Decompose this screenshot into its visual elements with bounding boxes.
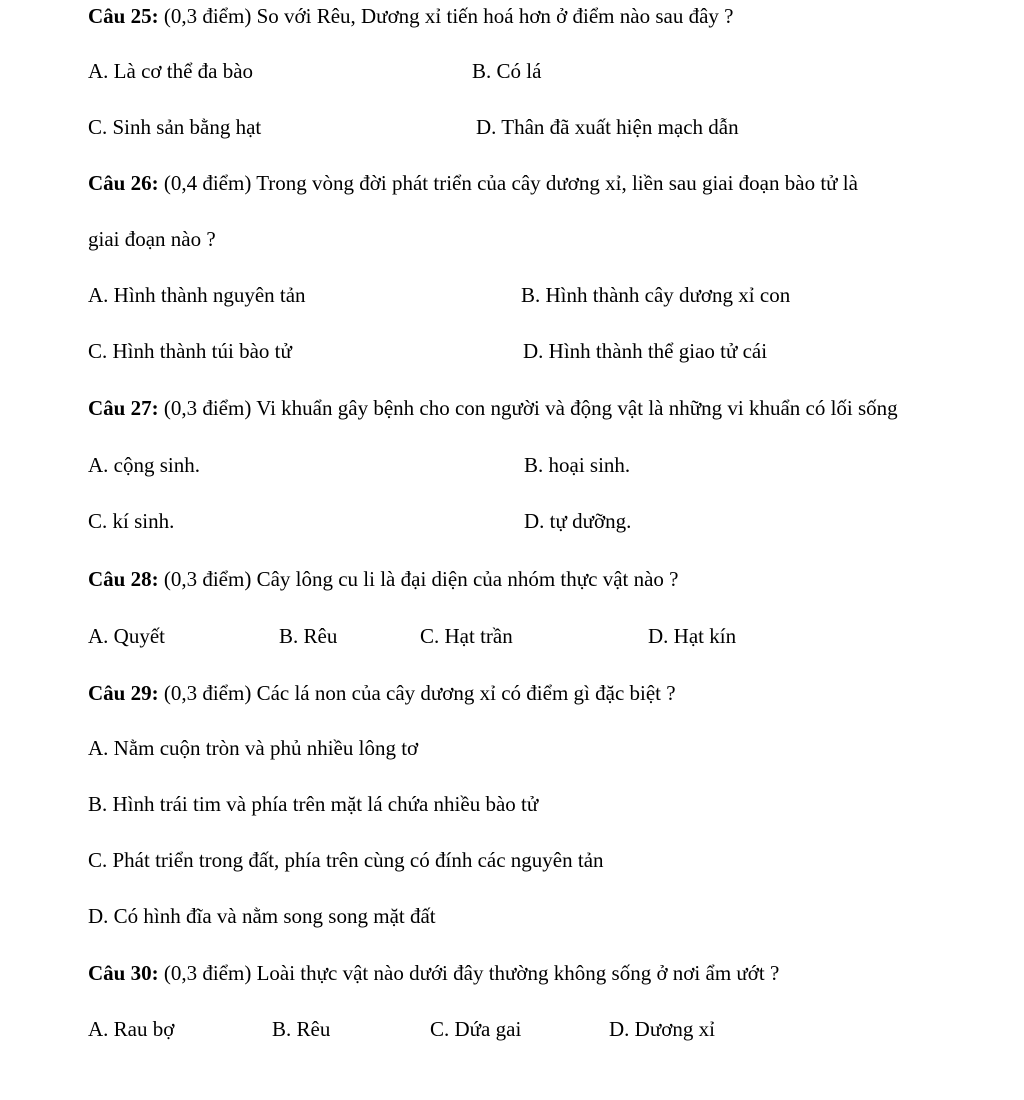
question-26-text: (0,4 điểm) Trong vòng đời phát triển của cây dương xỉ, liền sau giai đoạn bào tử là [158,171,858,195]
question-30-label: Câu 30: [88,961,159,985]
question-25-option-d: D. Thân đã xuất hiện mạch dẫn [476,115,739,139]
question-29-option-c: C. Phát triển trong đất, phía trên cùng có đính các nguyên tản [88,848,604,872]
question-30-text: (0,3 điểm) Loài thực vật nào dưới đây thường không sống ở nơi ẩm ướt ? [158,961,780,985]
question-28-text: (0,3 điểm) Cây lông cu li là đại diện của nhóm thực vật nào ? [158,567,679,591]
question-26-option-b: B. Hình thành cây dương xỉ con [521,283,791,307]
question-27-option-c: C. kí sinh. [88,509,175,533]
question-29-option-d: D. Có hình đĩa và nằm song song mặt đất [88,904,436,928]
question-28-option-d: D. Hạt kín [648,624,737,648]
question-26-option-a: A. Hình thành nguyên tản [88,283,306,307]
question-25-option-a: A. Là cơ thể đa bào [88,59,254,83]
question-27-option-d: D. tự dưỡng. [524,509,632,533]
question-28-option-c: C. Hạt trần [420,624,513,648]
question-26 [88,171,858,195]
question-28-option-b: B. Rêu [279,624,338,648]
question-30 [88,961,779,985]
question-26-label: Câu 26: [88,171,159,195]
question-25-label: Câu 25: [88,4,159,28]
question-25-option-c: C. Sinh sản bằng hạt [88,115,262,139]
question-27-label: Câu 27: [88,396,159,420]
question-26-option-c: C. Hình thành túi bào tử [88,339,292,363]
question-26-text-cont: giai đoạn nào ? [88,227,216,251]
question-29-option-b: B. Hình trái tim và phía trên mặt lá chứa nhiều bào tử [88,792,539,816]
question-30-option-d: D. Dương xỉ [609,1017,715,1041]
question-30-option-a: A. Rau bợ [88,1017,175,1041]
question-27-text: (0,3 điểm) Vi khuẩn gây bệnh cho con người và động vật là những vi khuẩn có lối sống [158,396,898,420]
question-27-option-a: A. cộng sinh. [88,453,200,477]
question-28 [88,567,679,591]
question-26-option-d: D. Hình thành thể giao tử cái [523,339,768,363]
question-28-label: Câu 28: [88,567,159,591]
question-29-label: Câu 29: [88,681,159,705]
question-25-text: (0,3 điểm) So với Rêu, Dương xỉ tiến hoá hơn ở điểm nào sau đây ? [158,4,734,28]
question-29 [88,681,676,705]
question-30-option-b: B. Rêu [272,1017,331,1041]
question-27 [88,396,898,420]
question-25-option-b: B. Có lá [472,59,542,83]
question-27-option-b: B. hoại sinh. [524,453,631,477]
question-25 [88,4,733,28]
question-30-option-c: C. Dứa gai [430,1017,522,1041]
question-28-option-a: A. Quyết [88,624,165,648]
question-29-text: (0,3 điểm) Các lá non của cây dương xỉ có điểm gì đặc biệt ? [158,681,676,705]
question-29-option-a: A. Nằm cuộn tròn và phủ nhiều lông tơ [88,736,419,760]
